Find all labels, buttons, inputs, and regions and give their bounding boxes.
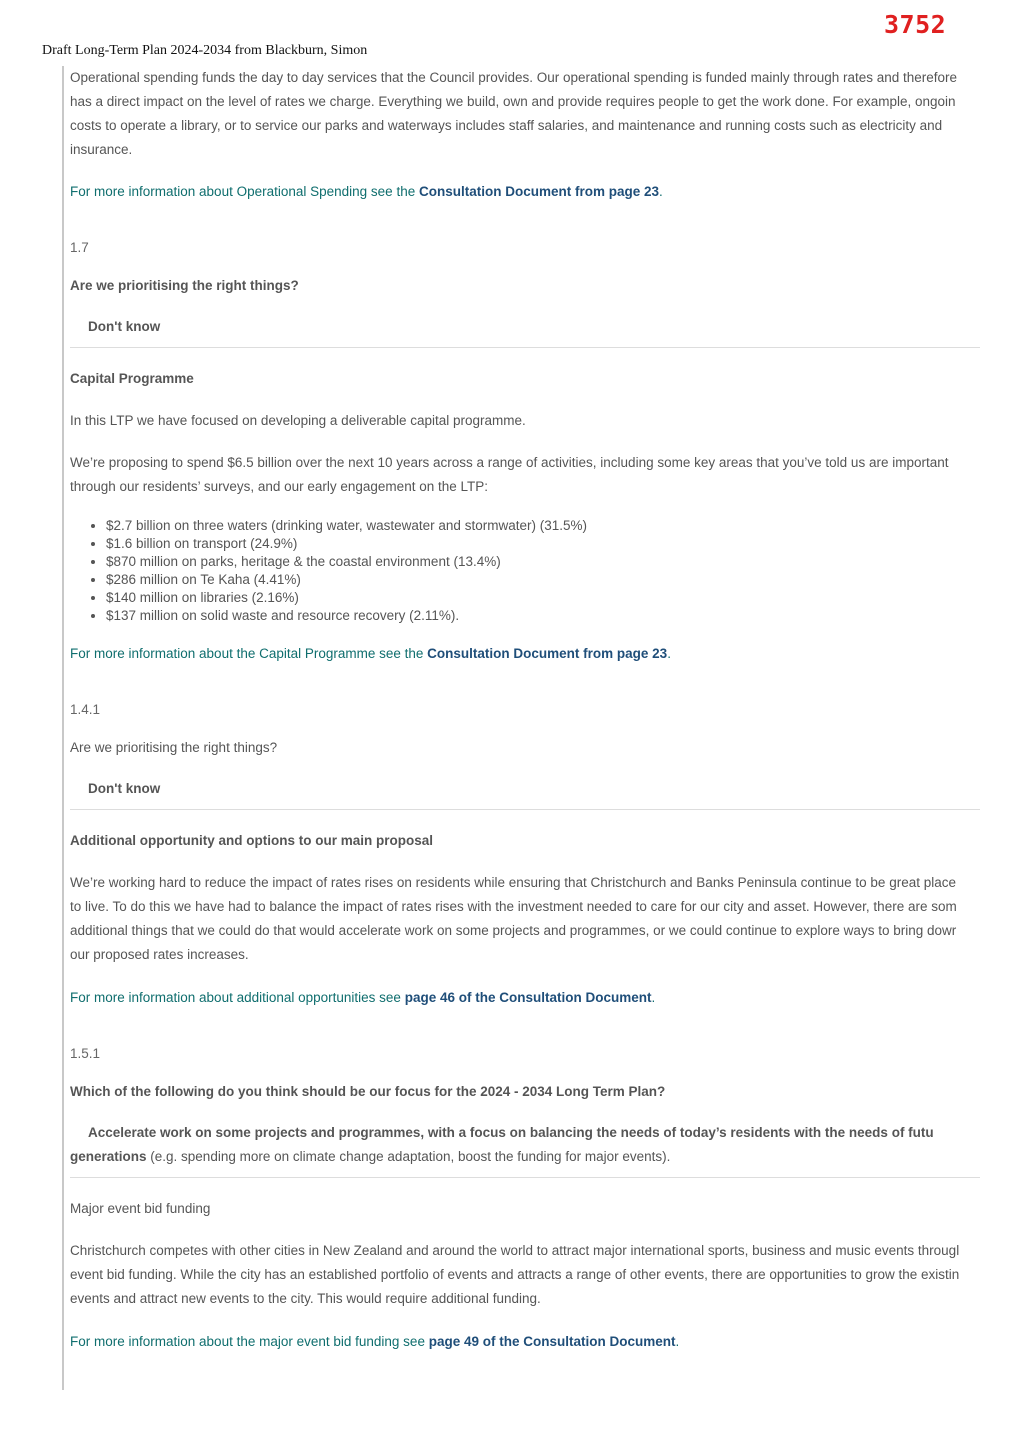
major-event-paragraph: [70, 1239, 980, 1311]
question-answer: [70, 1121, 980, 1169]
question-text: Are we prioritising the right things?: [70, 278, 299, 293]
list-item: • $870 million on parks, heritage & the coastal environment (13.4%): [106, 553, 587, 571]
operational-line: insurance.: [70, 142, 133, 157]
more-info-suffix: .: [651, 990, 656, 1005]
document-header-title: Draft Long-Term Plan 2024-2034 from Blackburn, Simon: [42, 43, 368, 58]
section-divider: [70, 1177, 980, 1178]
list-item: • $286 million on Te Kaha (4.41%): [106, 571, 587, 589]
section-divider: [70, 809, 980, 810]
more-info-text: For more information about the Capital Programme see the: [70, 646, 428, 661]
major-event-heading: Major event bid funding: [70, 1201, 211, 1216]
capital-spending-list: [70, 517, 587, 625]
additional-opportunity-paragraph: [70, 871, 980, 967]
major-event-line: events and attract new events to the city. This would require additional funding.: [70, 1291, 541, 1306]
list-item: • $137 million on solid waste and resource recovery (2.11%).: [106, 607, 587, 625]
answer-line: [70, 1145, 980, 1169]
capital-programme-heading: Capital Programme: [70, 371, 194, 386]
capital-proposal-line: through our residents’ surveys, and our early engagement on the LTP:: [70, 479, 488, 494]
answer-rest: (e.g. spending more on climate change adaptation, boost the funding for major events).: [146, 1149, 671, 1164]
capital-proposal-line: We’re proposing to spend $6.5 billion over the next 10 years across a range of activities, including some key areas that you’ve told us are important: [70, 455, 949, 470]
question-text: Which of the following do you think should be our focus for the 2024 - 2034 Long Term Plan?: [70, 1084, 666, 1099]
operational-spending-paragraph: [70, 66, 980, 162]
more-info-text: For more information about Operational Spending see the: [70, 184, 419, 199]
capital-intro: In this LTP we have focused on developing a deliverable capital programme.: [70, 413, 526, 428]
consultation-document-link[interactable]: page 49 of the Consultation Document: [428, 1334, 676, 1349]
question-answer: Don't know: [88, 781, 161, 796]
more-info-text: For more information about the major event bid funding see: [70, 1334, 429, 1349]
operational-line: Operational spending funds the day to day services that the Council provides. Our operational spending is funded mainly through rates and therefore: [70, 70, 958, 85]
list-item: • $2.7 billion on three waters (drinking water, wastewater and stormwater) (31.5%): [106, 517, 587, 535]
question-number: 1.7: [70, 240, 89, 255]
list-item: • $140 million on libraries (2.16%): [106, 589, 587, 607]
consultation-document-link[interactable]: Consultation Document from page 23: [427, 646, 668, 661]
more-info-text: For more information about additional opportunities see: [70, 990, 405, 1005]
section-divider: [70, 347, 980, 348]
additional-line: our proposed rates increases.: [70, 947, 249, 962]
question-text: Are we prioritising the right things?: [70, 740, 278, 755]
capital-more-info: [70, 642, 980, 666]
major-event-more-info: [70, 1330, 980, 1354]
capital-proposal-paragraph: [70, 451, 980, 499]
additional-line: to live. To do this we have had to balance the impact of rates rises with the investment needed to care for our city and asset. However, there are som: [70, 899, 957, 914]
additional-line: additional things that we could do that would accelerate work on some projects and programmes, or we could continue to explore ways to bring dowr: [70, 923, 957, 938]
answer-bold: generations: [70, 1149, 147, 1164]
page-number: 3752: [884, 10, 947, 39]
answer-line: Accelerate work on some projects and programmes, with a focus on balancing the needs of today’s residents with the needs of futu: [88, 1125, 934, 1140]
operational-more-info: [70, 180, 980, 204]
operational-line: costs to operate a library, or to service our parks and waterways includes staff salaries, and maintenance and running costs such as electricity and: [70, 118, 943, 133]
question-number: 1.5.1: [70, 1046, 101, 1061]
consultation-document-link[interactable]: page 46 of the Consultation Document: [404, 990, 652, 1005]
consultation-document-link[interactable]: Consultation Document from page 23: [418, 184, 659, 199]
list-item: • $1.6 billion on transport (24.9%): [106, 535, 587, 553]
more-info-suffix: .: [667, 646, 671, 661]
additional-line: We’re working hard to reduce the impact of rates rises on residents while ensuring that Christchurch and Banks Peninsula continue to be great place: [70, 875, 956, 890]
question-answer: Don't know: [88, 319, 161, 334]
additional-more-info: [70, 986, 980, 1010]
major-event-line: event bid funding. While the city has an established portfolio of events and attracts a range of other events, there are opportunities to grow the existin: [70, 1267, 960, 1282]
more-info-suffix: .: [675, 1334, 680, 1349]
additional-opportunity-heading: Additional opportunity and options to our main proposal: [70, 833, 433, 848]
more-info-suffix: .: [659, 184, 663, 199]
major-event-line: Christchurch competes with other cities in New Zealand and around the world to attract major international sports, business and music events througl: [70, 1243, 960, 1258]
operational-line: has a direct impact on the level of rates we charge. Everything we build, own and provide requires people to get the work done. For example, ongoin: [70, 94, 956, 109]
submission-content: [62, 66, 980, 1390]
question-number: 1.4.1: [70, 702, 101, 717]
